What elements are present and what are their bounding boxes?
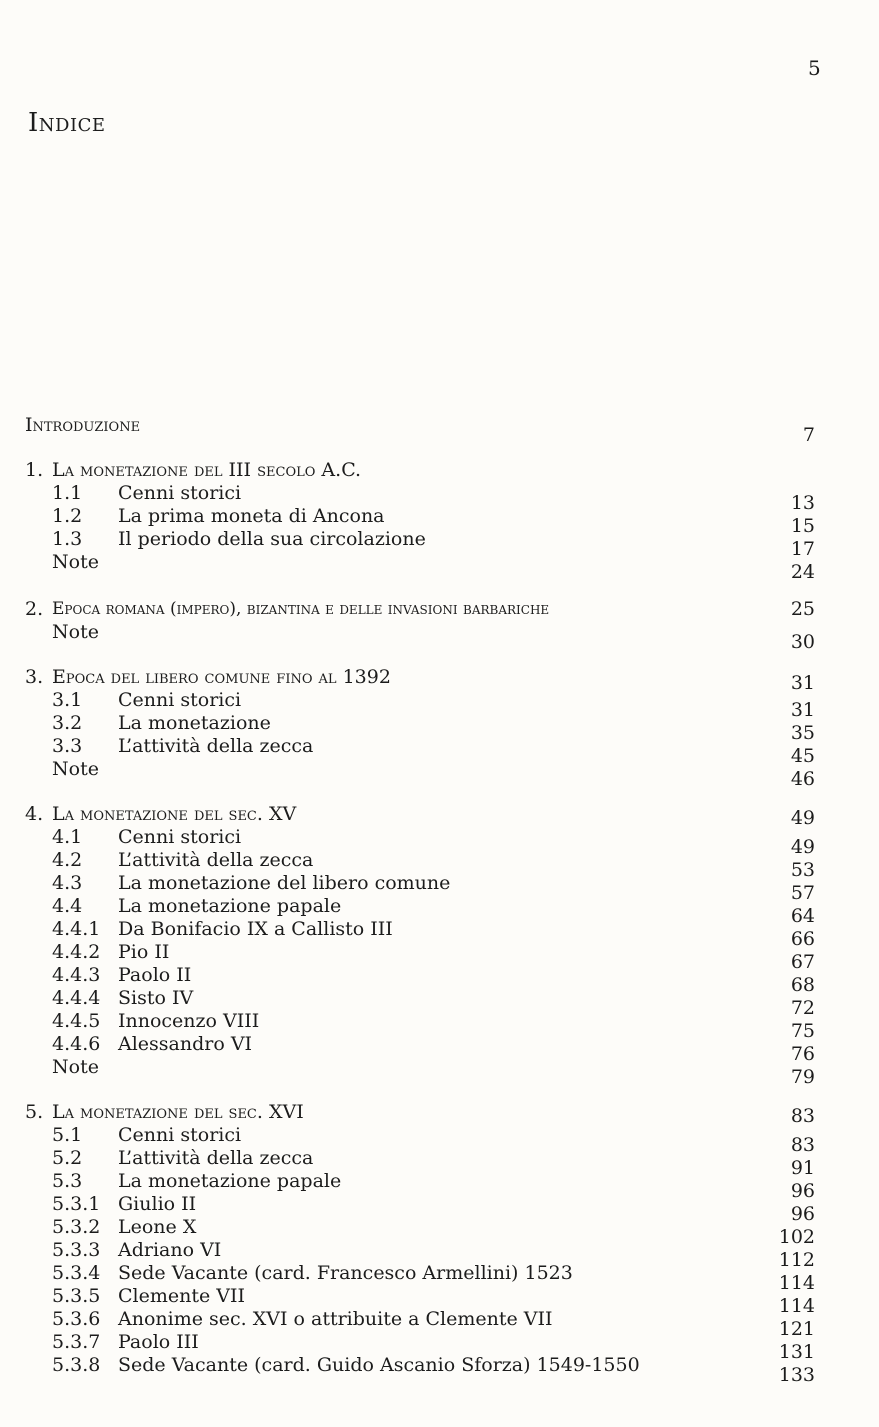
toc-section-row (0, 1032, 879, 1065)
toc-entry-title: La monetazione papale (118, 895, 342, 917)
toc-entry-title: Pio II (118, 941, 170, 963)
toc-entry-number: 3.2 (52, 712, 83, 734)
toc-section-row (0, 688, 879, 721)
toc-entry-page: 64 (790, 905, 815, 927)
toc-section-row (0, 1009, 879, 1042)
toc-entry-title: L’attività della zecca (118, 849, 314, 871)
toc-entry-page: 121 (778, 1318, 815, 1340)
toc-entry-page: 25 (790, 598, 815, 620)
toc-entry-page: 96 (790, 1203, 815, 1225)
toc-entry-title: Il periodo della sua circolazione (118, 528, 426, 550)
toc-entry-page: 46 (790, 768, 815, 790)
toc-entry-page: 79 (790, 1066, 815, 1088)
toc-entry-page: 53 (790, 859, 815, 881)
page-number: 5 (808, 56, 821, 80)
toc-chapter-row (0, 413, 879, 446)
toc-entry-page: 45 (790, 745, 815, 767)
toc-section-row (0, 527, 879, 560)
toc-entry-number: 4.4.5 (52, 1010, 101, 1032)
toc-section-row (0, 1353, 879, 1386)
toc-entry-title: Introduzione (25, 414, 141, 436)
toc-entry-title: Da Bonifacio IX a Callisto III (118, 918, 393, 940)
toc-section-row (0, 825, 879, 858)
toc-entry-title: Sisto IV (118, 987, 194, 1009)
toc-entry-title: Note (52, 1056, 99, 1078)
toc-entry-title: Sede Vacante (card. Guido Ascanio Sforza) 1549-1550 (118, 1354, 640, 1376)
toc-entry-number: 3.3 (52, 735, 83, 757)
toc-section-row (0, 986, 879, 1019)
toc-entry-title: La monetazione del sec. XV (52, 803, 297, 825)
toc-entry-title: Alessandro VI (118, 1033, 253, 1055)
toc-section-row (0, 1169, 879, 1202)
toc-entry-title: Clemente VII (118, 1285, 246, 1307)
toc-section-row (0, 711, 879, 744)
toc-chapter-row (0, 665, 879, 694)
toc-entry-page: 49 (790, 836, 815, 858)
toc-entry-page: 76 (790, 1043, 815, 1065)
toc-note-row (0, 1055, 879, 1088)
toc-section-row (0, 1192, 879, 1225)
toc-entry-number: 4.4.1 (52, 918, 101, 940)
toc-chapter-row (0, 597, 879, 621)
toc-entry-page: 15 (790, 515, 815, 537)
toc-entry-title: Cenni storici (118, 1124, 242, 1146)
toc-entry-title: L’attività della zecca (118, 1147, 314, 1169)
toc-entry-page: 102 (778, 1226, 815, 1248)
toc-entry-page: 72 (790, 997, 815, 1019)
toc-entry-title: La monetazione (118, 712, 271, 734)
toc-chapter-row (0, 1100, 879, 1127)
toc-entry-page: 133 (778, 1364, 815, 1386)
toc-entry-number: 1.1 (52, 482, 83, 504)
toc-entry-number: 5.3.6 (52, 1308, 101, 1330)
toc-entry-number: 4.4.3 (52, 964, 101, 986)
toc-entry-number: 3.1 (52, 689, 83, 711)
toc-entry-title: Sede Vacante (card. Francesco Armellini) 1523 (118, 1262, 573, 1284)
toc-entry-page: 24 (790, 561, 815, 583)
toc-entry-page: 131 (778, 1341, 815, 1363)
toc-entry-number: 1. (25, 459, 44, 481)
toc-entry-page: 17 (790, 538, 815, 560)
toc-entry-number: 5.3.3 (52, 1239, 101, 1261)
toc-entry-number: 4.4.6 (52, 1033, 101, 1055)
toc-entry-page: 31 (790, 699, 815, 721)
toc-section-row (0, 894, 879, 927)
toc-note-row (0, 550, 879, 583)
toc-entry-title: Innocenzo VIII (118, 1010, 260, 1032)
toc-section-row (0, 734, 879, 767)
toc-entry-number: 5.3.2 (52, 1216, 101, 1238)
toc-section-row (0, 917, 879, 950)
toc-section-row (0, 848, 879, 881)
toc-entry-number: 1.3 (52, 528, 83, 550)
toc-section-row (0, 504, 879, 537)
toc-entry-page: 67 (790, 951, 815, 973)
toc-entry-title: Adriano VI (118, 1239, 222, 1261)
toc-entry-page: 114 (778, 1295, 815, 1317)
toc-entry-number: 5.3 (52, 1170, 83, 1192)
toc-entry-title: Giulio II (118, 1193, 197, 1215)
toc-entry-page: 83 (790, 1134, 815, 1156)
toc-entry-number: 4. (25, 803, 44, 825)
toc-entry-title: Note (52, 758, 99, 780)
toc-entry-title: Paolo II (118, 964, 192, 986)
toc-entry-number: 1.2 (52, 505, 83, 527)
toc-entry-title: La monetazione del sec. XVI (52, 1101, 304, 1123)
toc-entry-page: 49 (790, 807, 815, 829)
toc-entry-title: Cenni storici (118, 689, 242, 711)
toc-section-row (0, 1238, 879, 1271)
toc-entry-page: 75 (790, 1020, 815, 1042)
toc-section-row (0, 1215, 879, 1248)
toc-entry-page: 96 (790, 1180, 815, 1202)
toc-section-row (0, 871, 879, 904)
toc-entry-page: 31 (790, 672, 815, 694)
toc-entry-page: 114 (778, 1272, 815, 1294)
toc-section-row (0, 1307, 879, 1340)
toc-entry-number: 5.3.7 (52, 1331, 101, 1353)
toc-entry-title: Note (52, 621, 99, 643)
toc-section-row (0, 1123, 879, 1156)
toc-entry-title: Cenni storici (118, 826, 242, 848)
toc-note-row (0, 620, 879, 653)
toc-entry-title: Leone X (118, 1216, 197, 1238)
toc-entry-number: 4.1 (52, 826, 83, 848)
toc-entry-title: La monetazione papale (118, 1170, 342, 1192)
toc-entry-title: Paolo III (118, 1331, 199, 1353)
toc-entry-title: Anonime sec. XVI o attribuite a Clemente VII (118, 1308, 553, 1330)
toc-entry-page: 30 (790, 631, 815, 653)
toc-entry-page: 112 (778, 1249, 815, 1271)
toc-entry-page: 35 (790, 722, 815, 744)
toc-entry-page: 66 (790, 928, 815, 950)
toc-entry-number: 5.3.5 (52, 1285, 101, 1307)
toc-entry-title: Epoca romana (impero), bizantina e delle invasioni barbariche (52, 599, 550, 619)
toc-section-row (0, 1261, 879, 1294)
toc-entry-page: 57 (790, 882, 815, 904)
toc-chapter-row (0, 802, 879, 829)
toc-entry-number: 5.2 (52, 1147, 83, 1169)
toc-entry-page: 13 (790, 492, 815, 514)
toc-entry-number: 4.3 (52, 872, 83, 894)
toc-section-row (0, 940, 879, 973)
toc-entry-title: La prima moneta di Ancona (118, 505, 385, 527)
toc-entry-page: 83 (790, 1105, 815, 1127)
toc-section-row (0, 481, 879, 514)
toc-note-row (0, 757, 879, 790)
toc-entry-page: 68 (790, 974, 815, 996)
toc-entry-number: 2. (25, 598, 44, 620)
toc-entry-title: La monetazione del libero comune (118, 872, 451, 894)
toc-section-row (0, 1330, 879, 1363)
page-title: Indice (28, 108, 106, 138)
toc-entry-page: 7 (802, 424, 815, 446)
toc-entry-title: Note (52, 551, 99, 573)
toc-entry-number: 4.2 (52, 849, 83, 871)
toc-entry-number: 3. (25, 666, 44, 688)
toc-entry-number: 5.1 (52, 1124, 83, 1146)
toc-entry-number: 4.4.2 (52, 941, 101, 963)
toc-entry-number: 4.4.4 (52, 987, 101, 1009)
toc-entry-page: 91 (790, 1157, 815, 1179)
toc-entry-number: 5. (25, 1101, 44, 1123)
toc-entry-title: La monetazione del III secolo A.C. (52, 459, 362, 481)
toc-entry-number: 5.3.8 (52, 1354, 101, 1376)
toc-entry-title: Cenni storici (118, 482, 242, 504)
toc-entry-number: 5.3.4 (52, 1262, 101, 1284)
toc-section-row (0, 1284, 879, 1317)
toc-entry-number: 4.4 (52, 895, 83, 917)
toc-chapter-row (0, 458, 879, 482)
toc-entry-title: Epoca del libero comune fino al 1392 (52, 666, 391, 688)
toc-section-row (0, 963, 879, 996)
toc-entry-number: 5.3.1 (52, 1193, 101, 1215)
toc-section-row (0, 1146, 879, 1179)
toc-entry-title: L’attività della zecca (118, 735, 314, 757)
